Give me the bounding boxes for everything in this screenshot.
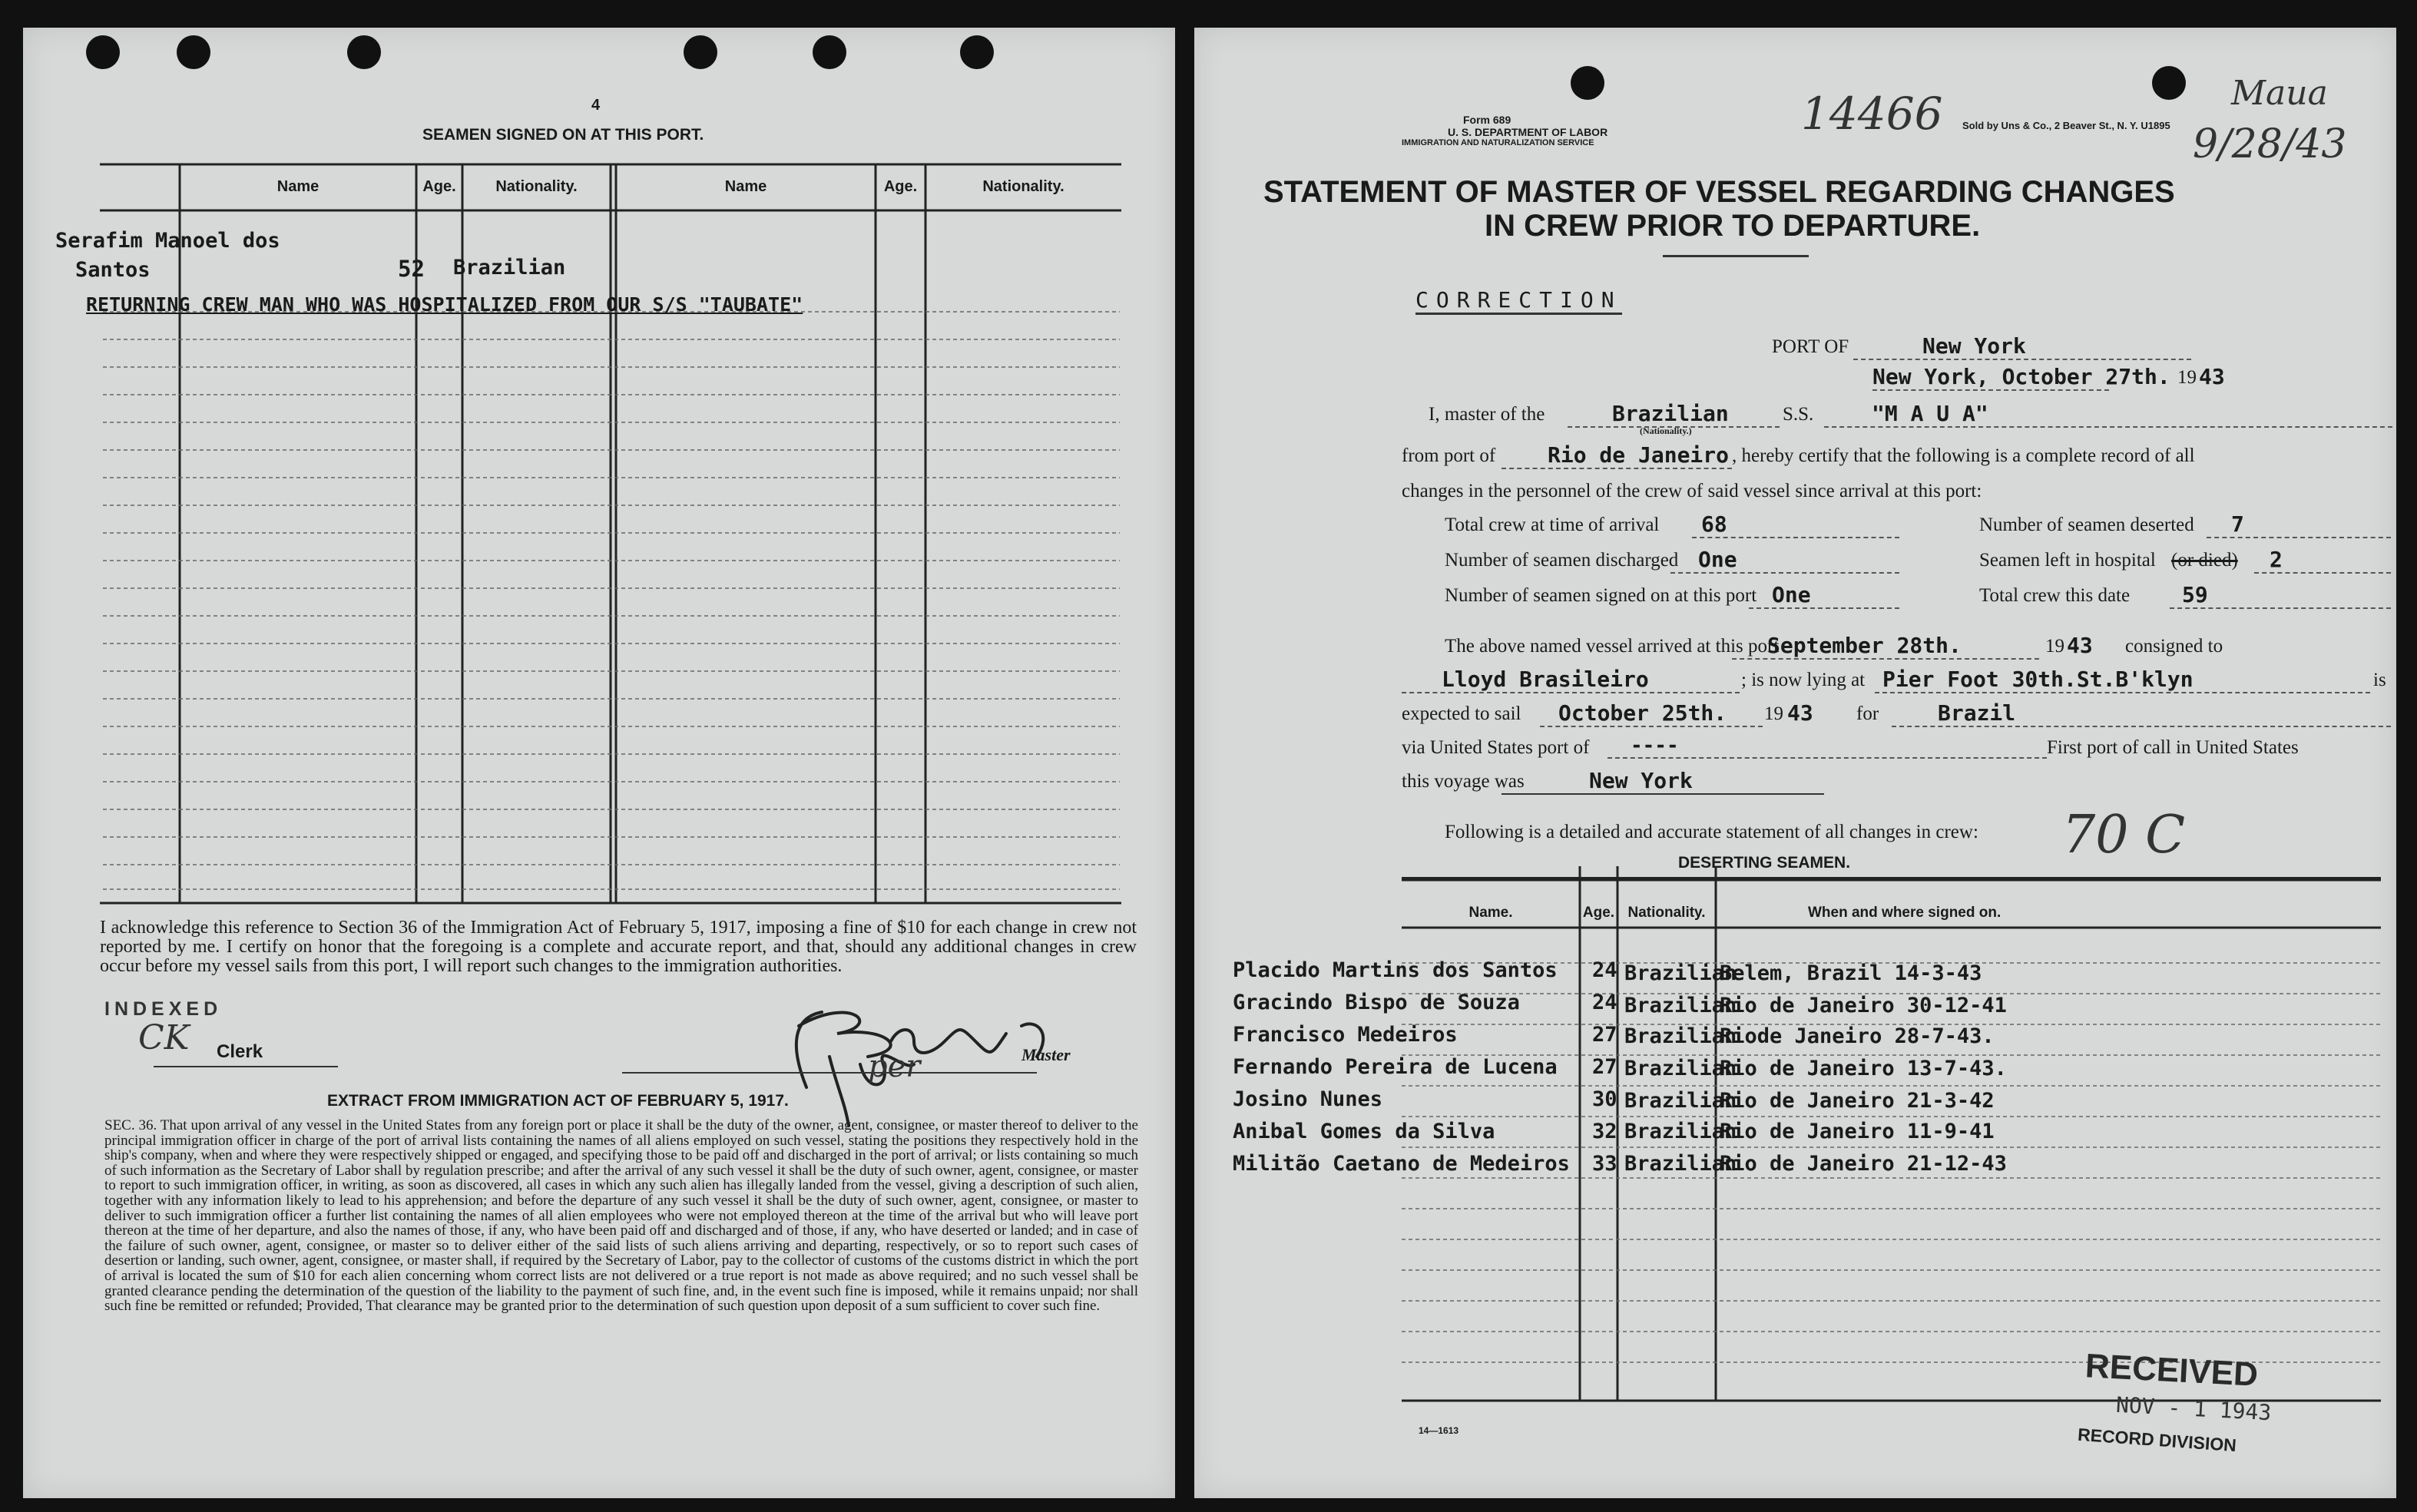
deserter-nationality: Brazilian	[1624, 994, 1737, 1017]
column-header-nationality: Nationality.	[495, 178, 578, 195]
expected-label: expected to sail	[1402, 703, 1521, 724]
deserter-nationality: Brazilian	[1624, 1120, 1737, 1143]
deserter-nationality: Brazilian	[1624, 1024, 1737, 1048]
deserter-signed-on: Rio de Janeiro 21-12-43	[1720, 1152, 2007, 1176]
destination: Brazil	[1892, 700, 2391, 727]
record-division-stamp: RECORD DIVISION	[2077, 1424, 2237, 1456]
correction-label: CORRECTION	[1415, 287, 1622, 315]
total-crew-arrival-label: Total crew at time of arrival	[1445, 514, 1660, 535]
column-header-signed-on: When and where signed on.	[1808, 905, 2001, 921]
received-date: NOV - 1 1943	[2115, 1391, 2273, 1426]
file-number: 14466	[1801, 88, 1943, 140]
from-port-value: Rio de Janeiro	[1502, 442, 1732, 469]
deserter-signed-on: Riode Janeiro 28-7-43.	[1720, 1024, 1995, 1048]
seaman-age: 52	[398, 256, 425, 282]
seaman-name-line2: Santos	[75, 258, 151, 282]
column-header-name: Name	[276, 178, 320, 195]
is-label: is	[2373, 670, 2386, 690]
via-port: ----	[1607, 734, 2047, 759]
column-header-nationality: Nationality.	[982, 178, 1064, 195]
total-crew-date: 59	[2170, 582, 2391, 609]
deserter-age: 33	[1592, 1152, 1617, 1176]
handwritten-date: 9/28/43	[2193, 121, 2347, 167]
deserted-count: 7	[2207, 511, 2391, 538]
service-label: IMMIGRATION AND NATURALIZATION SERVICE	[1402, 138, 1594, 147]
deserter-signed-on: Rio de Janeiro 30-12-41	[1720, 994, 2007, 1017]
deserting-seamen-heading: DESERTING SEAMEN.	[1678, 854, 1851, 872]
master-of-label: I, master of the	[1429, 404, 1545, 425]
expected-date: October 25th.	[1540, 700, 1763, 727]
deserter-nationality: Brazilian	[1624, 1152, 1737, 1176]
ss-label: S.S.	[1783, 404, 1814, 425]
form-title-line1: STATEMENT OF MASTER OF VESSEL REGARDING CHANGES	[1263, 175, 2175, 209]
for-label: for	[1856, 703, 1879, 724]
column-header-age: Age.	[1582, 905, 1615, 921]
form-code: 14—1613	[1419, 1425, 1459, 1436]
clerk-label: Clerk	[217, 1041, 263, 1062]
indexed-stamp: INDEXED	[104, 998, 223, 1020]
discharged-count: One	[1670, 547, 1899, 574]
signed-on-count: One	[1749, 582, 1899, 609]
arrived-label: The above named vessel arrived at this port	[1445, 636, 1780, 657]
hospital-struck-text: (or died)	[2171, 550, 2238, 571]
via-label: via United States port of	[1402, 737, 1590, 758]
deserter-signed-on: Rio de Janeiro 11-9-41	[1720, 1120, 1995, 1143]
deserter-age: 32	[1592, 1120, 1617, 1143]
deserter-name: Francisco Medeiros	[1233, 1023, 1458, 1047]
deserter-signed-on: Belem, Brazil 14-3-43	[1720, 961, 1982, 985]
ship-name: "M A U A"	[1824, 401, 2392, 428]
column-header-name: Name	[724, 178, 767, 195]
deserter-name: Fernando Pereira de Lucena	[1233, 1055, 1558, 1079]
lying-location: Pier Foot 30th.St.B'klyn	[1875, 667, 2370, 693]
port-of-label: PORT OF	[1772, 336, 1849, 357]
deserter-nationality: Brazilian	[1624, 1057, 1737, 1080]
voyage-label: this voyage was	[1402, 771, 1525, 792]
deserter-age: 24	[1592, 991, 1617, 1014]
deserter-name: Gracindo Bispo de Souza	[1233, 991, 1520, 1014]
form-number: Form 689	[1463, 114, 1511, 126]
from-port-label: from port of	[1402, 445, 1496, 466]
deserter-name: Anibal Gomes da Silva	[1233, 1120, 1495, 1143]
publisher-note: Sold by Uns & Co., 2 Beaver St., N. Y. U1895	[1962, 120, 2170, 131]
signed-on-label: Number of seamen signed on at this port	[1445, 585, 1757, 606]
seaman-name-line1: Serafim Manoel dos	[55, 229, 280, 253]
expected-year: 43	[1787, 700, 1813, 726]
deserter-name: Placido Martins dos Santos	[1233, 958, 1558, 982]
deserter-age: 27	[1592, 1055, 1617, 1079]
port-of-value: New York	[1853, 333, 2191, 360]
column-header-name: Name.	[1468, 905, 1513, 921]
vessel-nationality: Brazilian	[1568, 401, 1780, 428]
consignee: Lloyd Brasileiro	[1402, 667, 1740, 693]
seaman-nationality: Brazilian	[453, 256, 566, 280]
deserter-name: Josino Nunes	[1233, 1087, 1383, 1111]
table-rule	[1402, 877, 2381, 879]
consigned-label: consigned to	[2125, 636, 2223, 657]
deserter-name: Militão Caetano de Medeiros	[1233, 1152, 1570, 1176]
deserter-age: 30	[1592, 1087, 1617, 1111]
right-page	[1194, 28, 2396, 1498]
hospital-count: 2	[2254, 547, 2391, 574]
master-signature-line	[622, 1072, 1037, 1074]
deserter-signed-on: Rio de Janeiro 13-7-43.	[1720, 1057, 2007, 1080]
date-year: 43	[2199, 364, 2225, 389]
expected-year-prefix: 19	[1764, 703, 1783, 724]
arrived-year: 43	[2067, 633, 2093, 658]
total-crew-date-label: Total crew this date	[1979, 585, 2131, 606]
deserter-nationality: Brazilian	[1624, 961, 1737, 985]
deserter-age: 24	[1592, 958, 1617, 982]
first-port-label: First port of call in United States	[2047, 737, 2299, 758]
received-stamp: RECEIVED	[2084, 1347, 2260, 1394]
total-crew-arrival: 68	[1692, 511, 1899, 538]
left-page	[23, 28, 1175, 1498]
voyage-port: New York	[1502, 768, 1824, 795]
arrived-date: September 28th.	[1732, 633, 2039, 660]
department-label: U. S. DEPARTMENT OF LABOR	[1448, 126, 1608, 138]
handwritten-mark: 70 C	[2062, 805, 2186, 865]
master-signature	[23, 28, 1175, 1179]
section-36-text: SEC. 36. That upon arrival of any vessel in the United States from any foreign port or place it shall be the duty of the owner, agent, consignee, or master thereof to deliver to the principal immigration officer in charge of the port of arrival lists containing the names of all aliens employed on such vessel, stating the positions they respectively hold in the ship's company, when and where they were respectively shipped or engaged, and specifying those to be paid off and discharged in the port of arrival; or lists containing so much of such information as the Secretary of Labor shall by regulation prescribe; and after the arrival of any such vessel it shall be the duty of such owner, agent, consignee, or master to report to such immigration officer, in writing, as soon as discovered, all cases in which any such alien has illegally landed from the vessel, giving a description of such alien, together with any information likely to lead to his apprehension; and before the departure of any such vessel it shall be the duty of such owner, agent, consignee, or master to deliver to such immigration officer a further list containing the names of all alien employees who were not employed thereon at the time of the arrival but who will leave port thereon at the time of her departure, and also the names of those, if any, who have been paid off and discharged and of those, if any, who have deserted or landed; and in case of the failure of such owner, agent, consignee, or master so to deliver either of the said lists of such aliens arriving and departing, respectively, or so to report such cases of desertion or landing, such owner, agent, consignee, or master shall, if required by the Secretary of Labor, pay to the collector of customs of the customs district in which the port of arrival is located the sum of $10 for each alien concerning whom correct lists are not delivered or a true report is not made as above required; and no such vessel shall be granted clearance pending the determination of the question of the liability to the payment of such fine, and, in the event such fine is imposed, while it remains unpaid; nor shall such fine be remitted or refunded; Provided, That clearance may be granted prior to the determination of such question upon deposit of a sum sufficient to cover such fine.	[104, 1117, 1138, 1315]
per-label: per	[868, 1049, 921, 1084]
deserter-nationality: Brazilian	[1624, 1089, 1737, 1113]
form-title-line2: IN CREW PRIOR TO DEPARTURE.	[1485, 209, 1981, 243]
date-year-prefix: 19	[2177, 367, 2197, 388]
clerk-initials: CK	[138, 1018, 190, 1057]
following-text: Following is a detailed and accurate statement of all changes in crew:	[1445, 822, 1978, 842]
lying-label: ; is now lying at	[1741, 670, 1866, 690]
column-header-age: Age.	[883, 178, 918, 195]
seaman-remark: RETURNING CREW MAN WHO WAS HOSPITALIZED FROM OUR S/S "TAUBATE"	[86, 293, 803, 316]
column-header-age: Age.	[422, 178, 456, 195]
arrived-year-prefix: 19	[2045, 636, 2064, 657]
deserter-age: 27	[1592, 1023, 1617, 1047]
hospital-label: Seamen left in hospital	[1979, 550, 2156, 571]
seamen-signed-on-heading: SEAMEN SIGNED ON AT THIS PORT.	[422, 126, 704, 144]
extract-heading: EXTRACT FROM IMMIGRATION ACT OF FEBRUARY 5, 1917.	[327, 1092, 789, 1110]
nationality-caption: (Nationality.)	[1640, 425, 1692, 436]
changes-text: changes in the personnel of the crew of said vessel since arrival at this port:	[1402, 481, 1982, 501]
deserted-label: Number of seamen deserted	[1979, 514, 2194, 535]
handwritten-ship-name: Maua	[2231, 74, 2328, 113]
page-number: 4	[591, 97, 601, 114]
master-label: Master	[1021, 1045, 1071, 1064]
deserters-table-grid	[1194, 28, 2396, 1487]
certify-text: , hereby certify that the following is a complete record of all	[1732, 445, 2195, 466]
column-header-nationality: Nationality.	[1627, 905, 1706, 921]
deserter-signed-on: Rio de Janeiro 21-3-42	[1720, 1089, 1995, 1113]
discharged-label: Number of seamen discharged	[1445, 550, 1679, 571]
acknowledgement-text: I acknowledge this reference to Section 36 of the Immigration Act of February 5, 1917, imposing a fine of $10 for each change in crew not reported by me. I certify on honor that the foregoing is a complete and accurate report, and that, should any additional changes in crew occur before my vessel sails from this port, I will report such changes to the immigration authorities.	[100, 918, 1137, 976]
date-value: New York, October 27th.	[1872, 364, 2170, 389]
